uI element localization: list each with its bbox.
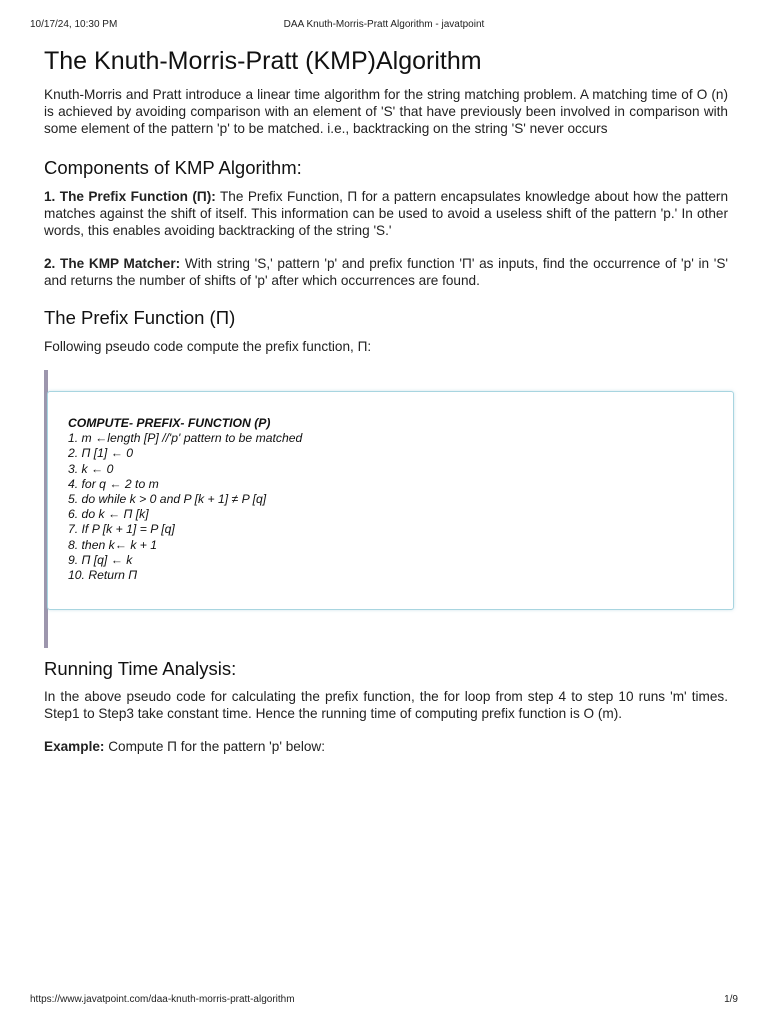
- page-number: 1/9: [724, 994, 738, 1005]
- pseudocode-line: 2. Π [1] ← 0: [68, 446, 134, 461]
- pseudocode-line: 1. m ←length [P] //'p' pattern to be matched: [68, 431, 303, 446]
- prefix-function-text: The Prefix Function, Π for a pattern encapsulates knowledge about how the pattern matches against the shift of itself. This information can be used to avoid a useless shift of the pattern 'p.' In other words, this enables avoiding backtracking of the string 'S.': [44, 189, 729, 238]
- print-footer: [30, 994, 738, 1008]
- pseudocode-box: [47, 391, 734, 610]
- kmp-matcher-paragraph: [44, 255, 728, 289]
- pseudocode-line: 5. do while k > 0 and P [k + 1] ≠ P [q]: [68, 492, 267, 507]
- example-paragraph: [44, 738, 728, 755]
- pseudocode-line: 6. do k ← Π [k]: [68, 507, 149, 522]
- intro-paragraph: Knuth-Morris and Pratt introduce a linear time algorithm for the string matching problem. A matching time of O (n) is achieved by avoiding comparison with an element of 'S' that have previously been involved in comparison with some element of the pattern 'p' to be matched. i.e., backtracking on the string 'S' never occurs: [44, 87, 728, 136]
- pseudocode-line: 9. Π [q] ← k: [68, 552, 133, 567]
- prefix-function-paragraph: [44, 188, 728, 239]
- pseudocode-line: 4. for q ← 2 to m: [68, 476, 159, 491]
- pseudocode-line: 7. If P [k + 1] = P [q]: [68, 522, 175, 537]
- pseudocode-line: 8. then k← k + 1: [68, 537, 158, 552]
- print-url: https://www.javatpoint.com/daa-knuth-morris-pratt-algorithm: [30, 994, 295, 1005]
- print-header: [30, 19, 738, 33]
- example-label: Example:: [44, 739, 105, 754]
- kmp-matcher-text: With string 'S,' pattern 'p' and prefix function 'Π' as inputs, find the occurrence of 'p' in 'S' and returns the number of shifts of 'p' after which occurrences are found.: [44, 256, 729, 288]
- running-time-paragraph: In the above pseudo code for calculating the prefix function, the for loop from step 4 to step 10 runs 'm' times. Step1 to Step3 take constant time. Hence the running time of computing prefix function is O (m).: [44, 689, 728, 721]
- print-doc-title: DAA Knuth-Morris-Pratt Algorithm - javatpoint: [283, 19, 485, 30]
- kmp-matcher-label: 2. The KMP Matcher:: [44, 256, 181, 271]
- components-heading: Components of KMP Algorithm:: [44, 157, 302, 178]
- prefix-intro-text: Following pseudo code compute the prefix function, Π:: [44, 339, 372, 354]
- page-title: The Knuth-Morris-Pratt (KMP)Algorithm: [44, 47, 482, 75]
- example-text: Compute Π for the pattern 'p' below:: [104, 739, 325, 754]
- print-datetime: 10/17/24, 10:30 PM: [30, 19, 118, 30]
- prefix-function-heading: The Prefix Function (Π): [44, 307, 236, 328]
- running-time-heading: Running Time Analysis:: [44, 658, 237, 679]
- article-content: [44, 46, 728, 755]
- pseudocode-lines: [68, 416, 302, 583]
- pseudocode-title: COMPUTE- PREFIX- FUNCTION (P): [68, 416, 271, 430]
- pseudocode-line: 10. Return Π: [68, 568, 138, 583]
- pseudocode-line: 3. k ← 0: [68, 461, 114, 476]
- prefix-function-label: 1. The Prefix Function (Π):: [44, 189, 216, 204]
- pseudocode-block: [44, 370, 728, 648]
